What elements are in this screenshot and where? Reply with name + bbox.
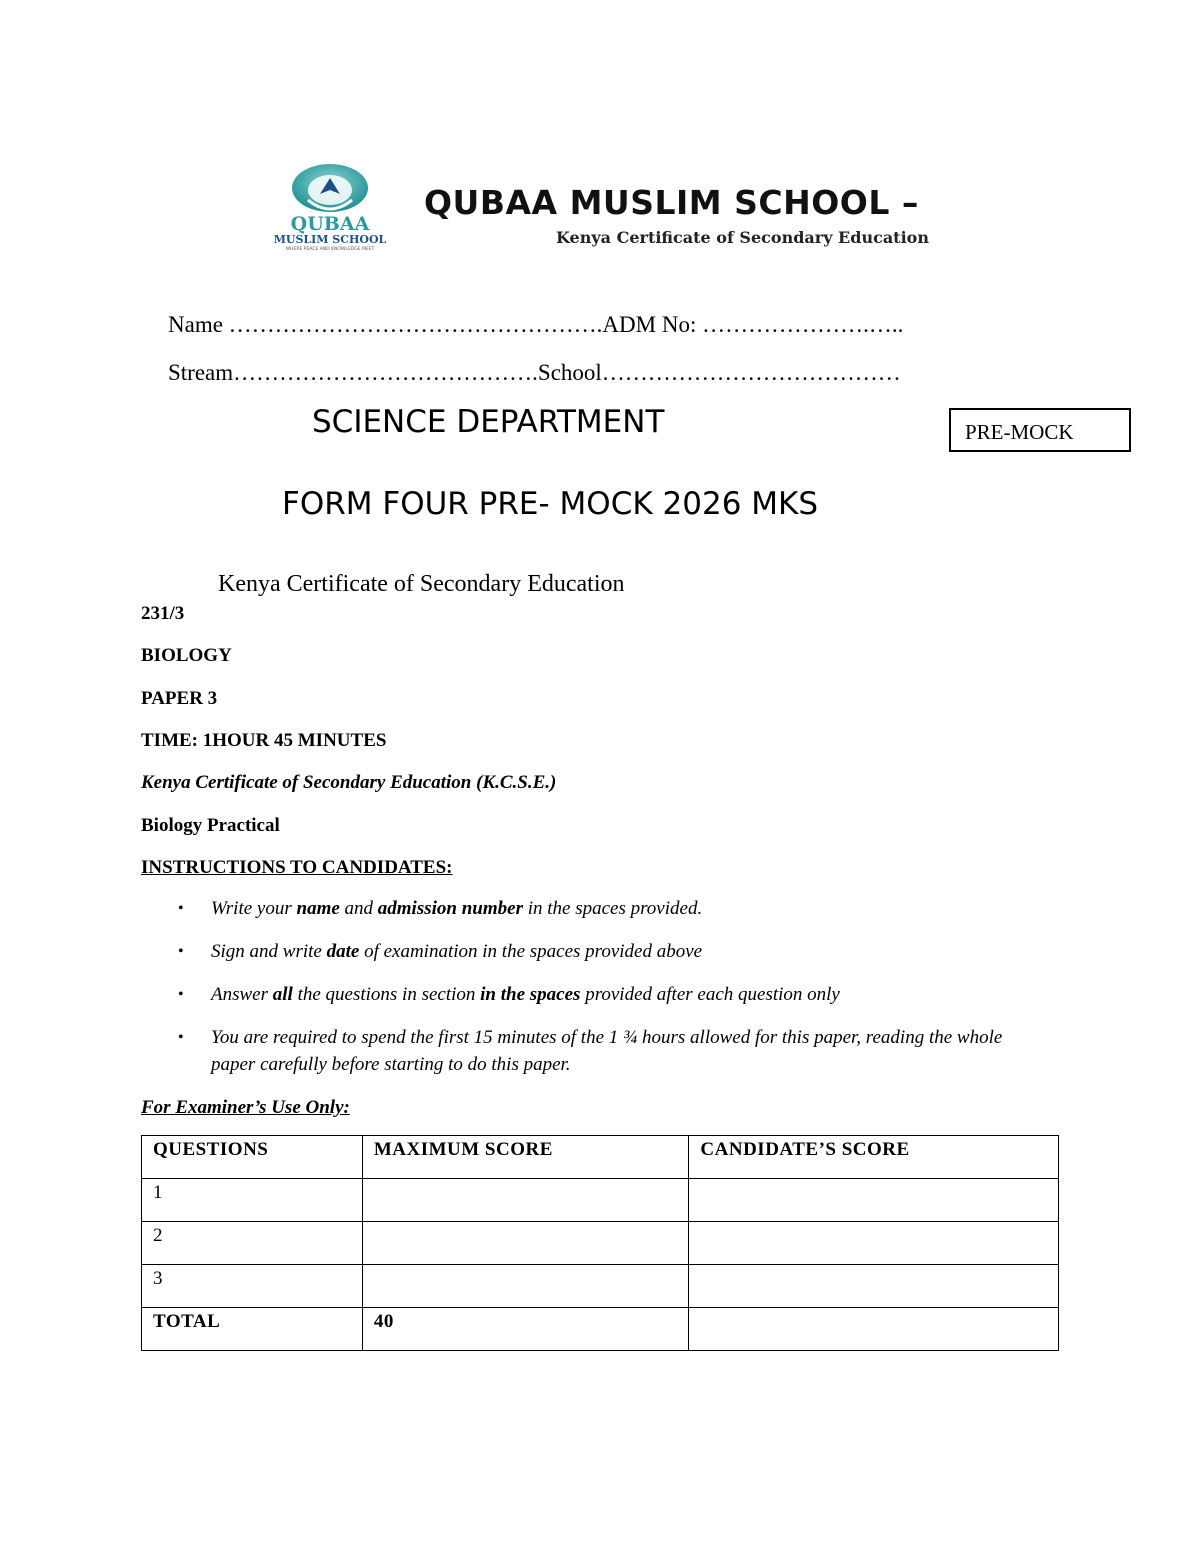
department-heading: SCIENCE DEPARTMENT (312, 404, 665, 440)
paper-number: PAPER 3 (141, 688, 218, 709)
table-row (142, 1179, 1059, 1222)
instructions-heading: INSTRUCTIONS TO CANDIDATES: (141, 857, 453, 878)
svg-text:QUBAA: QUBAA (290, 213, 370, 235)
subject: BIOLOGY (141, 645, 232, 666)
bullet-icon: • (178, 1029, 184, 1046)
instruction-item: • Write your name and admission number in the spaces provided. (178, 895, 1038, 922)
banner-subtitle: Kenya Certificate of Secondary Education (556, 228, 929, 247)
table-cell: TOTAL (142, 1308, 363, 1351)
exam-title: FORM FOUR PRE- MOCK 2026 MKS (282, 486, 819, 522)
pre-mock-badge: PRE-MOCK (949, 408, 1131, 452)
instructions-list (178, 895, 1038, 1094)
table-cell: 2 (142, 1222, 363, 1265)
table-cell: 1 (142, 1179, 363, 1222)
score-table (141, 1135, 1059, 1351)
column-header: CANDIDATE’S SCORE (689, 1136, 1059, 1179)
svg-text:MUSLIM SCHOOL: MUSLIM SCHOOL (273, 233, 387, 246)
column-header: QUESTIONS (142, 1136, 363, 1179)
name-adm-line: Name ………………………………………….ADM No: ………………….….. (168, 312, 904, 337)
table-header-row (142, 1136, 1059, 1179)
school-name: QUBAA MUSLIM SCHOOL – (424, 183, 919, 222)
table-row (142, 1222, 1059, 1265)
bullet-icon: • (178, 986, 184, 1003)
table-row (142, 1265, 1059, 1308)
svg-text:WHERE PEACE AND KNOWLEDGE MEET: WHERE PEACE AND KNOWLEDGE MEET (285, 247, 375, 252)
paper-type: Biology Practical (141, 815, 280, 836)
instruction-item: • You are required to spend the first 15 minutes of the 1 ¾ hours allowed for this paper, reading the whole paper carefully before starting to do this paper. (178, 1024, 1038, 1078)
bullet-icon: • (178, 943, 184, 960)
table-cell (689, 1179, 1059, 1222)
column-header: MAXIMUM SCORE (362, 1136, 689, 1179)
school-logo (258, 160, 408, 252)
table-cell (362, 1179, 689, 1222)
kcse-full-name: Kenya Certificate of Secondary Education (K.C.S.E.) (141, 772, 557, 793)
time-allowed: TIME: 1HOUR 45 MINUTES (141, 730, 387, 751)
kcse-line: Kenya Certificate of Secondary Education (218, 571, 625, 597)
table-cell: 3 (142, 1265, 363, 1308)
table-cell (362, 1265, 689, 1308)
instruction-item: • Answer all the questions in section in the spaces provided after each question only (178, 981, 1038, 1008)
stream-school-line: Stream………………………………….School………………………………… (168, 360, 901, 385)
table-cell (689, 1222, 1059, 1265)
bullet-icon: • (178, 900, 184, 917)
table-cell (689, 1308, 1059, 1351)
table-total-row (142, 1308, 1059, 1351)
table-cell: 40 (362, 1308, 689, 1351)
examiner-heading: For Examiner’s Use Only: (141, 1097, 350, 1118)
table-cell (362, 1222, 689, 1265)
table-cell (689, 1265, 1059, 1308)
paper-code: 231/3 (141, 603, 185, 624)
instruction-item: • Sign and write date of examination in the spaces provided above (178, 938, 1038, 965)
